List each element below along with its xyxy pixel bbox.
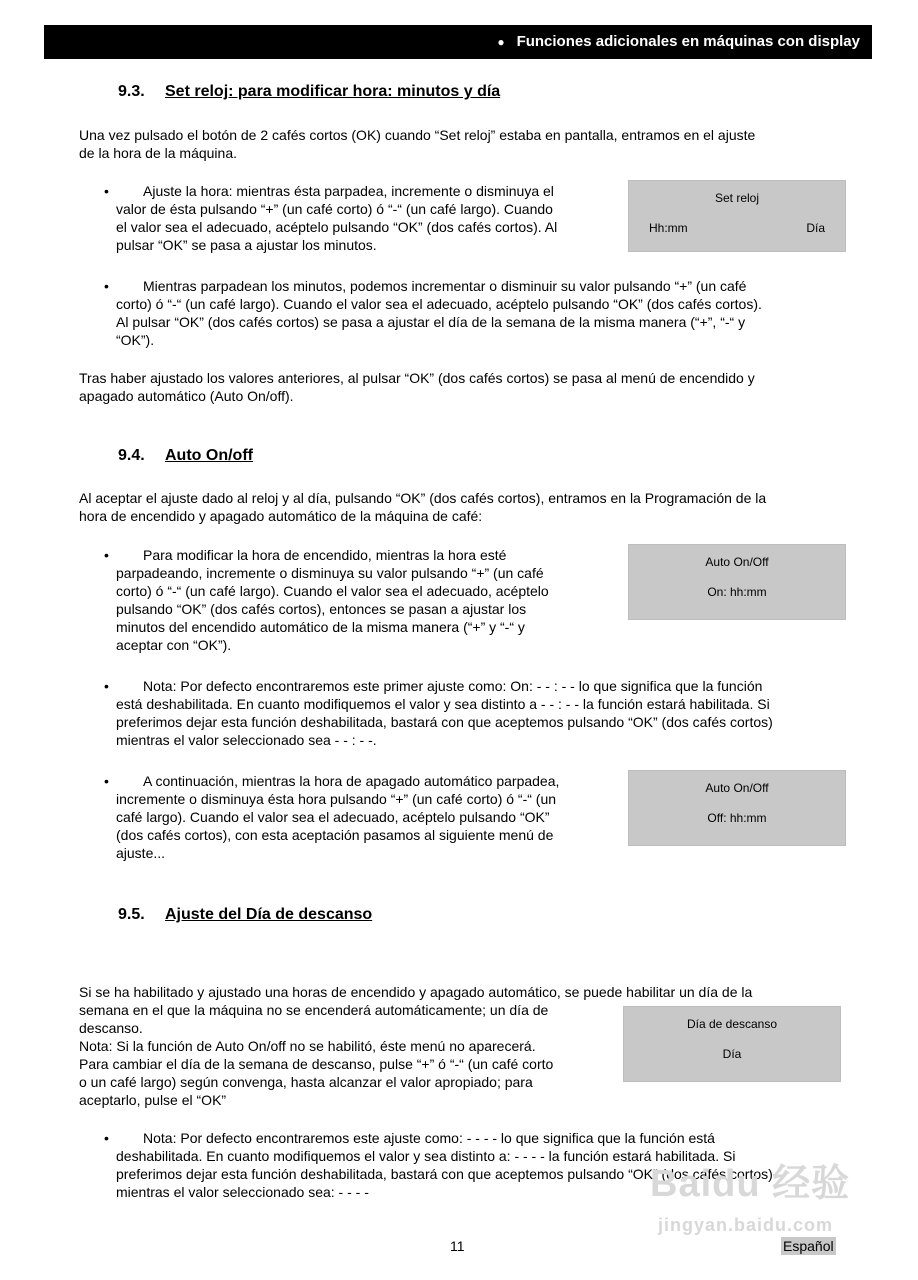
text-line: “OK”).	[116, 332, 155, 348]
text-line: el valor sea el adecuado, acéptelo pulsando “OK” (dos cafés cortos). Al	[116, 219, 558, 235]
section-9-3-bullet-1	[116, 182, 608, 254]
baidu-watermark	[640, 1162, 880, 1252]
text-line: o un café largo) según convenga, hasta alcanzar el valor apropiado; para	[79, 1074, 533, 1090]
text-line: deshabilitada. En cuanto modifiquemos el valor y sea distinto a: - - - - la función estará habilitada. Si	[116, 1148, 736, 1164]
section-title: Ajuste del Día de descanso	[165, 906, 373, 923]
display-dia-descanso	[623, 1006, 841, 1082]
section-9-4-note	[116, 677, 838, 749]
text-line: Al pulsar “OK” (dos cafés cortos) se pasa a ajustar el día de la semana de la misma manera (“+”, “-“ y	[116, 314, 746, 330]
text-line: Nota: Por defecto encontraremos este primer ajuste como: On: - - : - - lo que significa que la función	[143, 678, 763, 694]
text-line: Tras haber ajustado los valores anteriores, al pulsar “OK” (dos cafés cortos) se pasa al menú de encendido y	[79, 370, 755, 386]
header-title: Funciones adicionales en máquinas con display	[516, 33, 860, 50]
text-line: A continuación, mientras la hora de apagado automático parpadea,	[143, 773, 560, 789]
watermark-brand: Baidu 经验	[650, 1163, 851, 1205]
text-line: Al aceptar el ajuste dado al reloj y al día, pulsando “OK” (dos cafés cortos), entramos en la Programación de la	[79, 490, 767, 506]
text-line: aceptar con “OK”).	[116, 637, 232, 653]
text-line: corto) ó “-“ (un café largo). Cuando el valor sea el adecuado, acéptelo pulsando “OK” (dos cafés cortos).	[116, 296, 762, 312]
section-9-4-heading	[118, 446, 253, 466]
text-line: café largo). Cuando el valor sea el adecuado, acéptelo pulsando “OK”	[116, 809, 550, 825]
text-line: de la hora de la máquina.	[79, 145, 237, 161]
display-value: On: hh:mm	[707, 585, 767, 599]
text-line: ajuste...	[116, 845, 166, 861]
text-line: Para cambiar el día de la semana de descanso, pulse “+” ó “-“ (un café corto	[79, 1056, 554, 1072]
header-bullet-icon: ●	[497, 35, 505, 49]
display-left-value: Hh:mm	[649, 221, 688, 235]
text-line: Nota: Si la función de Auto On/off no se habilitó, éste menú no aparecerá.	[79, 1038, 536, 1054]
text-line: descanso.	[79, 1020, 143, 1036]
section-9-4-bullet-1	[116, 546, 608, 654]
text-line: parpadeando, incremente o disminuya su valor pulsando “+” (un café	[116, 565, 544, 581]
text-line: preferimos dejar esta función deshabilitada, bastará con que aceptemos pulsando “OK” (dos cafés cortos)	[116, 714, 773, 730]
text-line: hora de encendido y apagado automático de la máquina de café:	[79, 508, 483, 524]
section-title: Auto On/off	[165, 447, 253, 464]
section-number: 9.3.	[118, 83, 145, 100]
text-line: preferimos dejar esta función deshabilitada, bastará con que aceptemos pulsando “OK” (dos cafés cortos)	[116, 1166, 773, 1182]
text-line: Una vez pulsado el botón de 2 cafés cortos (OK) cuando “Set reloj” estaba en pantalla, entramos en el ajuste	[79, 127, 756, 143]
page-header-bar	[44, 25, 872, 59]
text-line: aceptarlo, pulse el “OK”	[79, 1092, 227, 1108]
bullet-icon: •	[104, 678, 109, 694]
text-line: Nota: Por defecto encontraremos este ajuste como: - - - - lo que significa que la función está	[143, 1130, 715, 1146]
section-number: 9.5.	[118, 906, 145, 923]
section-9-3-heading	[118, 82, 500, 102]
page-number: 11	[450, 1238, 465, 1254]
text-line: (dos cafés cortos), con esta aceptación pasamos al siguiente menú de	[116, 827, 554, 843]
display-title: Día de descanso	[686, 1017, 778, 1031]
text-line: incremente o disminuya ésta hora pulsando “+” (un café corto) ó “-“ (un	[116, 791, 557, 807]
text-line: semana en el que la máquina no se encenderá automáticamente; un día de	[79, 1002, 549, 1018]
display-title: Set reloj	[714, 191, 760, 205]
section-9-3-bullet-2	[116, 277, 838, 349]
bullet-icon: •	[104, 278, 109, 294]
display-value: Día	[722, 1047, 742, 1061]
text-line: Para modificar la hora de encendido, mientras la hora esté	[143, 547, 507, 563]
display-set-reloj	[628, 180, 846, 252]
display-title: Auto On/Off	[705, 781, 769, 795]
display-auto-off	[628, 770, 846, 846]
text-line: apagado automático (Auto On/off).	[79, 388, 294, 404]
language-label: Español	[783, 1238, 834, 1254]
text-line: Ajuste la hora: mientras ésta parpadea, incremente o disminuya el	[143, 183, 554, 199]
text-line: valor de ésta pulsando “+” (un café corto) ó “-“ (un café largo). Cuando	[116, 201, 553, 217]
text-line: minutos del encendido automático de la misma manera (“+” y “-“ y	[116, 619, 525, 635]
section-9-4-intro	[79, 489, 839, 525]
bullet-icon: •	[104, 773, 109, 789]
display-title: Auto On/Off	[705, 555, 769, 569]
text-line: Mientras parpadean los minutos, podemos incrementar o disminuir su valor pulsando “+” (un café	[143, 278, 747, 294]
section-9-4-bullet-2	[116, 772, 608, 862]
display-value: Off: hh:mm	[707, 811, 767, 825]
text-line: corto) ó “-“ (un café largo). Cuando el valor sea el adecuado, acéptelo	[116, 583, 549, 599]
display-auto-on	[628, 544, 846, 620]
text-line: pulsando “OK” (dos cafés cortos), entonces se pasan a ajustar los	[116, 601, 527, 617]
bullet-icon: •	[104, 547, 109, 563]
text-line: mientras el valor seleccionado sea - - : - -.	[116, 732, 377, 748]
text-line: está deshabilitada. En cuanto modifiquemos el valor y sea distinto a - - : - - la función estará habilitada. Si	[116, 696, 770, 712]
bullet-icon: •	[104, 1130, 109, 1146]
section-number: 9.4.	[118, 447, 145, 464]
text-line: Si se ha habilitado y ajustado una horas de encendido y apagado automático, se puede habilitar un día de la	[79, 984, 753, 1000]
section-9-5-heading	[118, 905, 372, 925]
bullet-icon: •	[104, 183, 109, 199]
section-title: Set reloj: para modificar hora: minutos y día	[165, 83, 501, 100]
section-9-3-intro	[79, 126, 839, 162]
section-9-3-outro	[79, 369, 839, 405]
text-line: mientras el valor seleccionado sea: - - - -	[116, 1184, 369, 1200]
display-right-value: Día	[806, 221, 825, 235]
watermark-url: jingyan.baidu.com	[658, 1215, 834, 1235]
text-line: pulsar “OK” se pasa a ajustar los minutos.	[116, 237, 377, 253]
